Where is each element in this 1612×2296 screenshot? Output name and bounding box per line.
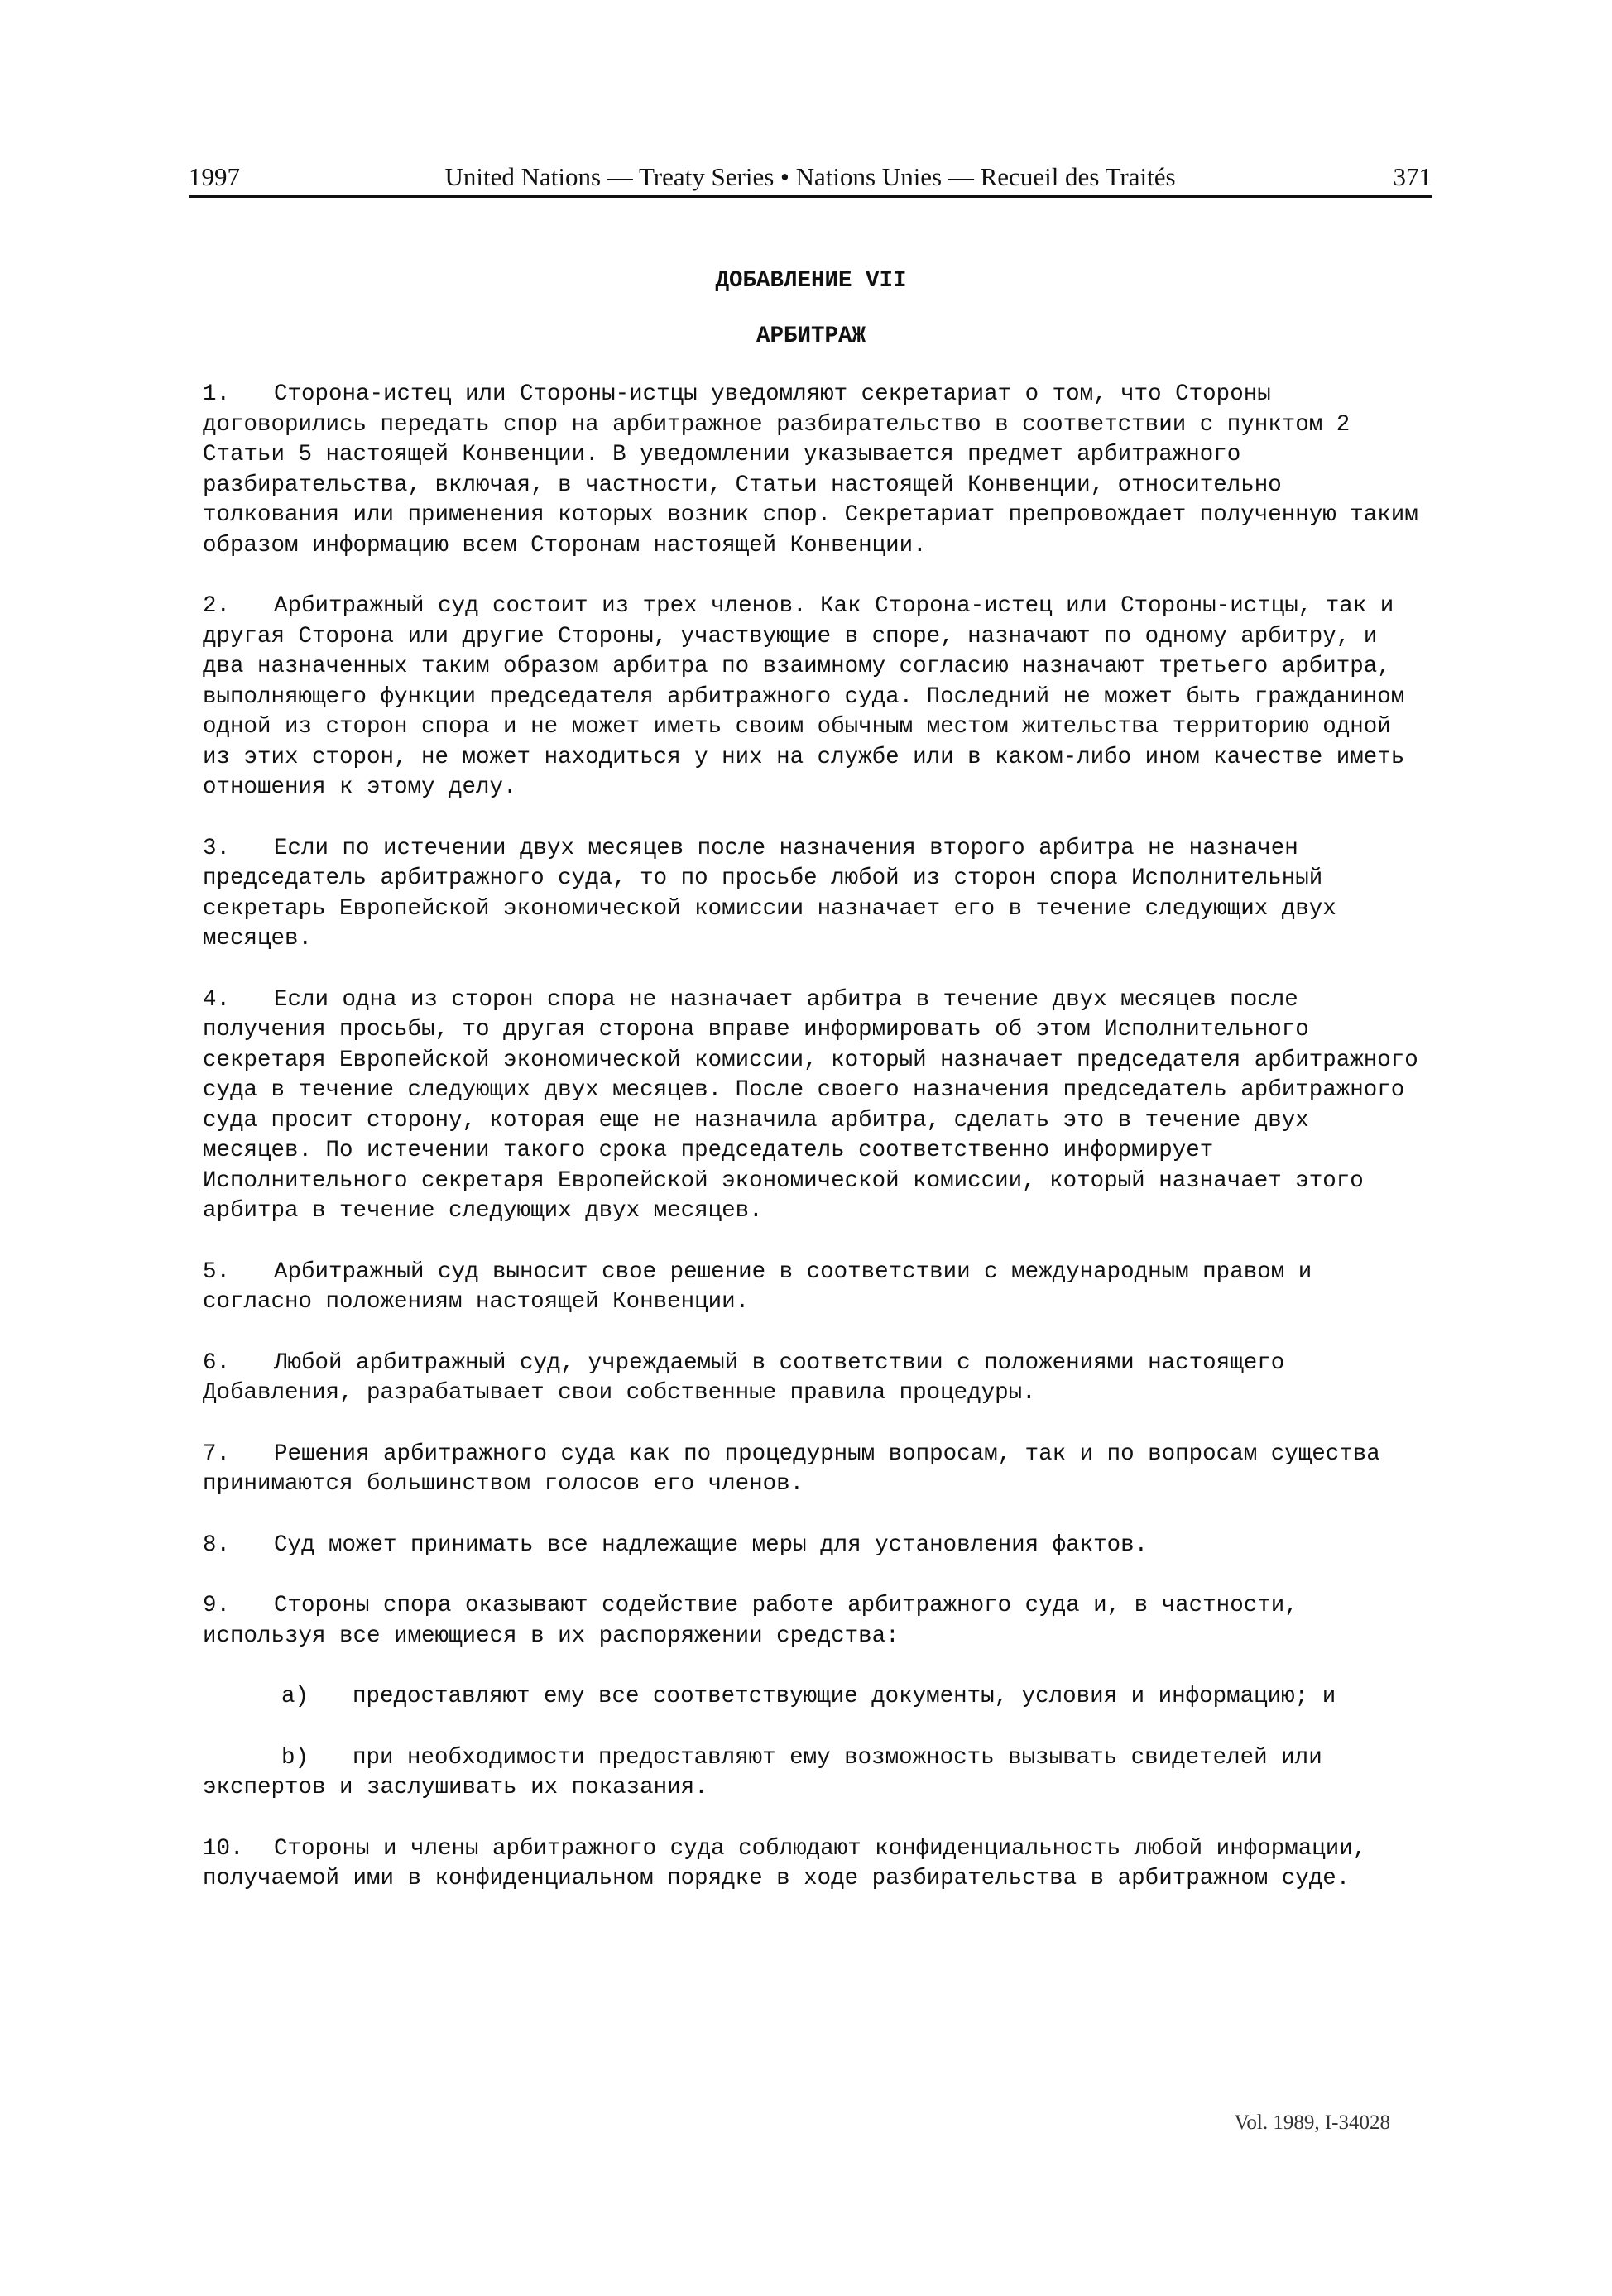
paragraph-6 [203, 1349, 1419, 1409]
paragraph-7 [203, 1440, 1419, 1500]
subparagraph-letter: a) [281, 1684, 309, 1709]
paragraph-8 [203, 1531, 1419, 1561]
paragraph-number: 5. [203, 1258, 231, 1285]
paragraph-4 [203, 985, 1419, 1227]
paragraph-number: 6. [203, 1349, 231, 1376]
paragraph-text: Любой арбитражный суд, учреждаемый в соответствии с положениями настоящего Добавления, разрабатывает свои собственные правила процедуры. [203, 1349, 1285, 1406]
paragraph-text: Арбитражный суд выносит свое решение в соответствии с международным правом и согласно положениям настоящей Конвенции. [203, 1258, 1312, 1315]
paragraph-text: Стороны спора оказывают содействие работе арбитражного суда и, в частности, используя все имеющиеся в их распоряжении средства: [203, 1593, 1298, 1649]
paragraph-10 [203, 1834, 1419, 1895]
paragraph-9 [203, 1591, 1419, 1651]
paragraph-number: 2. [203, 593, 231, 619]
paragraph-number: 10. [203, 1835, 244, 1862]
paragraph-text: Если по истечении двух месяцев после назначения второго арбитра не назначен председатель арбитражного суда, то по просьбе любой из сторон спора Исполнительный секретарь Европейской экономической комиссии назначает его в течение следующих двух месяцев. [203, 835, 1336, 951]
paragraph-text: Если одна из сторон спора не назначает арбитра в течение двух месяцев после получения просьбы, то другая сторона вправе информировать об этом Исполнительного секретаря Европейской экономической комиссии, который назначает председателя арбитражного суда в течение следующих двух месяцев. После своего назначения председатель арбитражного суда просит сторону, которая еще не назначила арбитра, сделать это в течение двух месяцев. По истечении такого срока председатель соответственно информирует Исполнительного секретаря Европейской экономической комиссии, который назначает этого арбитра в течение следующих двух месяцев. [203, 986, 1418, 1224]
footer-volume-reference: Vol. 1989, I-34028 [1234, 2111, 1390, 2134]
header-year: 1997 [189, 162, 240, 191]
paragraph-2 [203, 592, 1419, 803]
paragraph-number: 1. [203, 381, 231, 407]
paragraph-number: 8. [203, 1531, 231, 1558]
subparagraph-text: при необходимости предоставляют ему возможность вызывать свидетелей или экспертов и заслушивать их показания. [203, 1744, 1322, 1800]
paragraph-1 [203, 380, 1419, 561]
paragraph-5 [203, 1258, 1419, 1318]
subparagraph-letter: b) [281, 1744, 309, 1771]
header-page-number: 371 [1393, 162, 1432, 191]
annex-title: ДОБАВЛЕНИЕ VII [715, 268, 907, 294]
paragraph-3 [203, 834, 1419, 955]
subparagraph-b [203, 1743, 1419, 1804]
annex-subtitle: АРБИТРАЖ [756, 323, 866, 349]
paragraph-text: Стороны и члены арбитражного суда соблюдают конфиденциальность любой информации, получаемой ими в конфиденциальном порядке в ходе разбирательства в арбитражном суде. [203, 1835, 1367, 1891]
subparagraph-a [203, 1682, 1419, 1713]
paragraph-number: 7. [203, 1440, 231, 1467]
document-body [203, 266, 1419, 1925]
subparagraph-text: предоставляют ему все соответствующие документы, условия и информацию; и [353, 1684, 1336, 1709]
paragraph-number: 4. [203, 986, 231, 1013]
paragraph-text: Суд может принимать все надлежащие меры для установления фактов. [274, 1531, 1149, 1558]
paragraph-text: Решения арбитражного суда как по процедурным вопросам, так и по вопросам существа принимаются большинством голосов его членов. [203, 1440, 1380, 1497]
paragraph-number: 9. [203, 1593, 231, 1618]
page-header [189, 157, 1432, 198]
paragraph-text: Сторона-истец или Стороны-истцы уведомляют секретариат о том, что Стороны договорились передать спор на арбитражное разбирательство в соответствии с пунктом 2 Статьи 5 настоящей Конвенции. В уведомлении указывается предмет арбитражного разбирательства, включая, в частности, Статьи настоящей Конвенции, относительно толкования или применения которых возник спор. Секретариат препровождает полученную таким образом информацию всем Сторонам настоящей Конвенции. [203, 381, 1418, 558]
paragraph-text: Арбитражный суд состоит из трех членов. Как Сторона-истец или Стороны-истцы, так и другая Сторона или другие Стороны, участвующие в споре, назначают по одному арбитру, и два назначенных таким образом арбитра по взаимному согласию назначают третьего арбитра, выполняющего функции председателя арбитражного суда. Последний не может быть гражданином одной из сторон спора и не может иметь своим обычным местом жительства территорию одной из этих сторон, не может находиться у них на службе или в каком-либо ином качестве иметь отношения к этому делу. [203, 593, 1405, 800]
header-title: United Nations — Treaty Series • Nations Unies — Recueil des Traités [444, 162, 1176, 191]
paragraph-number: 3. [203, 835, 231, 861]
